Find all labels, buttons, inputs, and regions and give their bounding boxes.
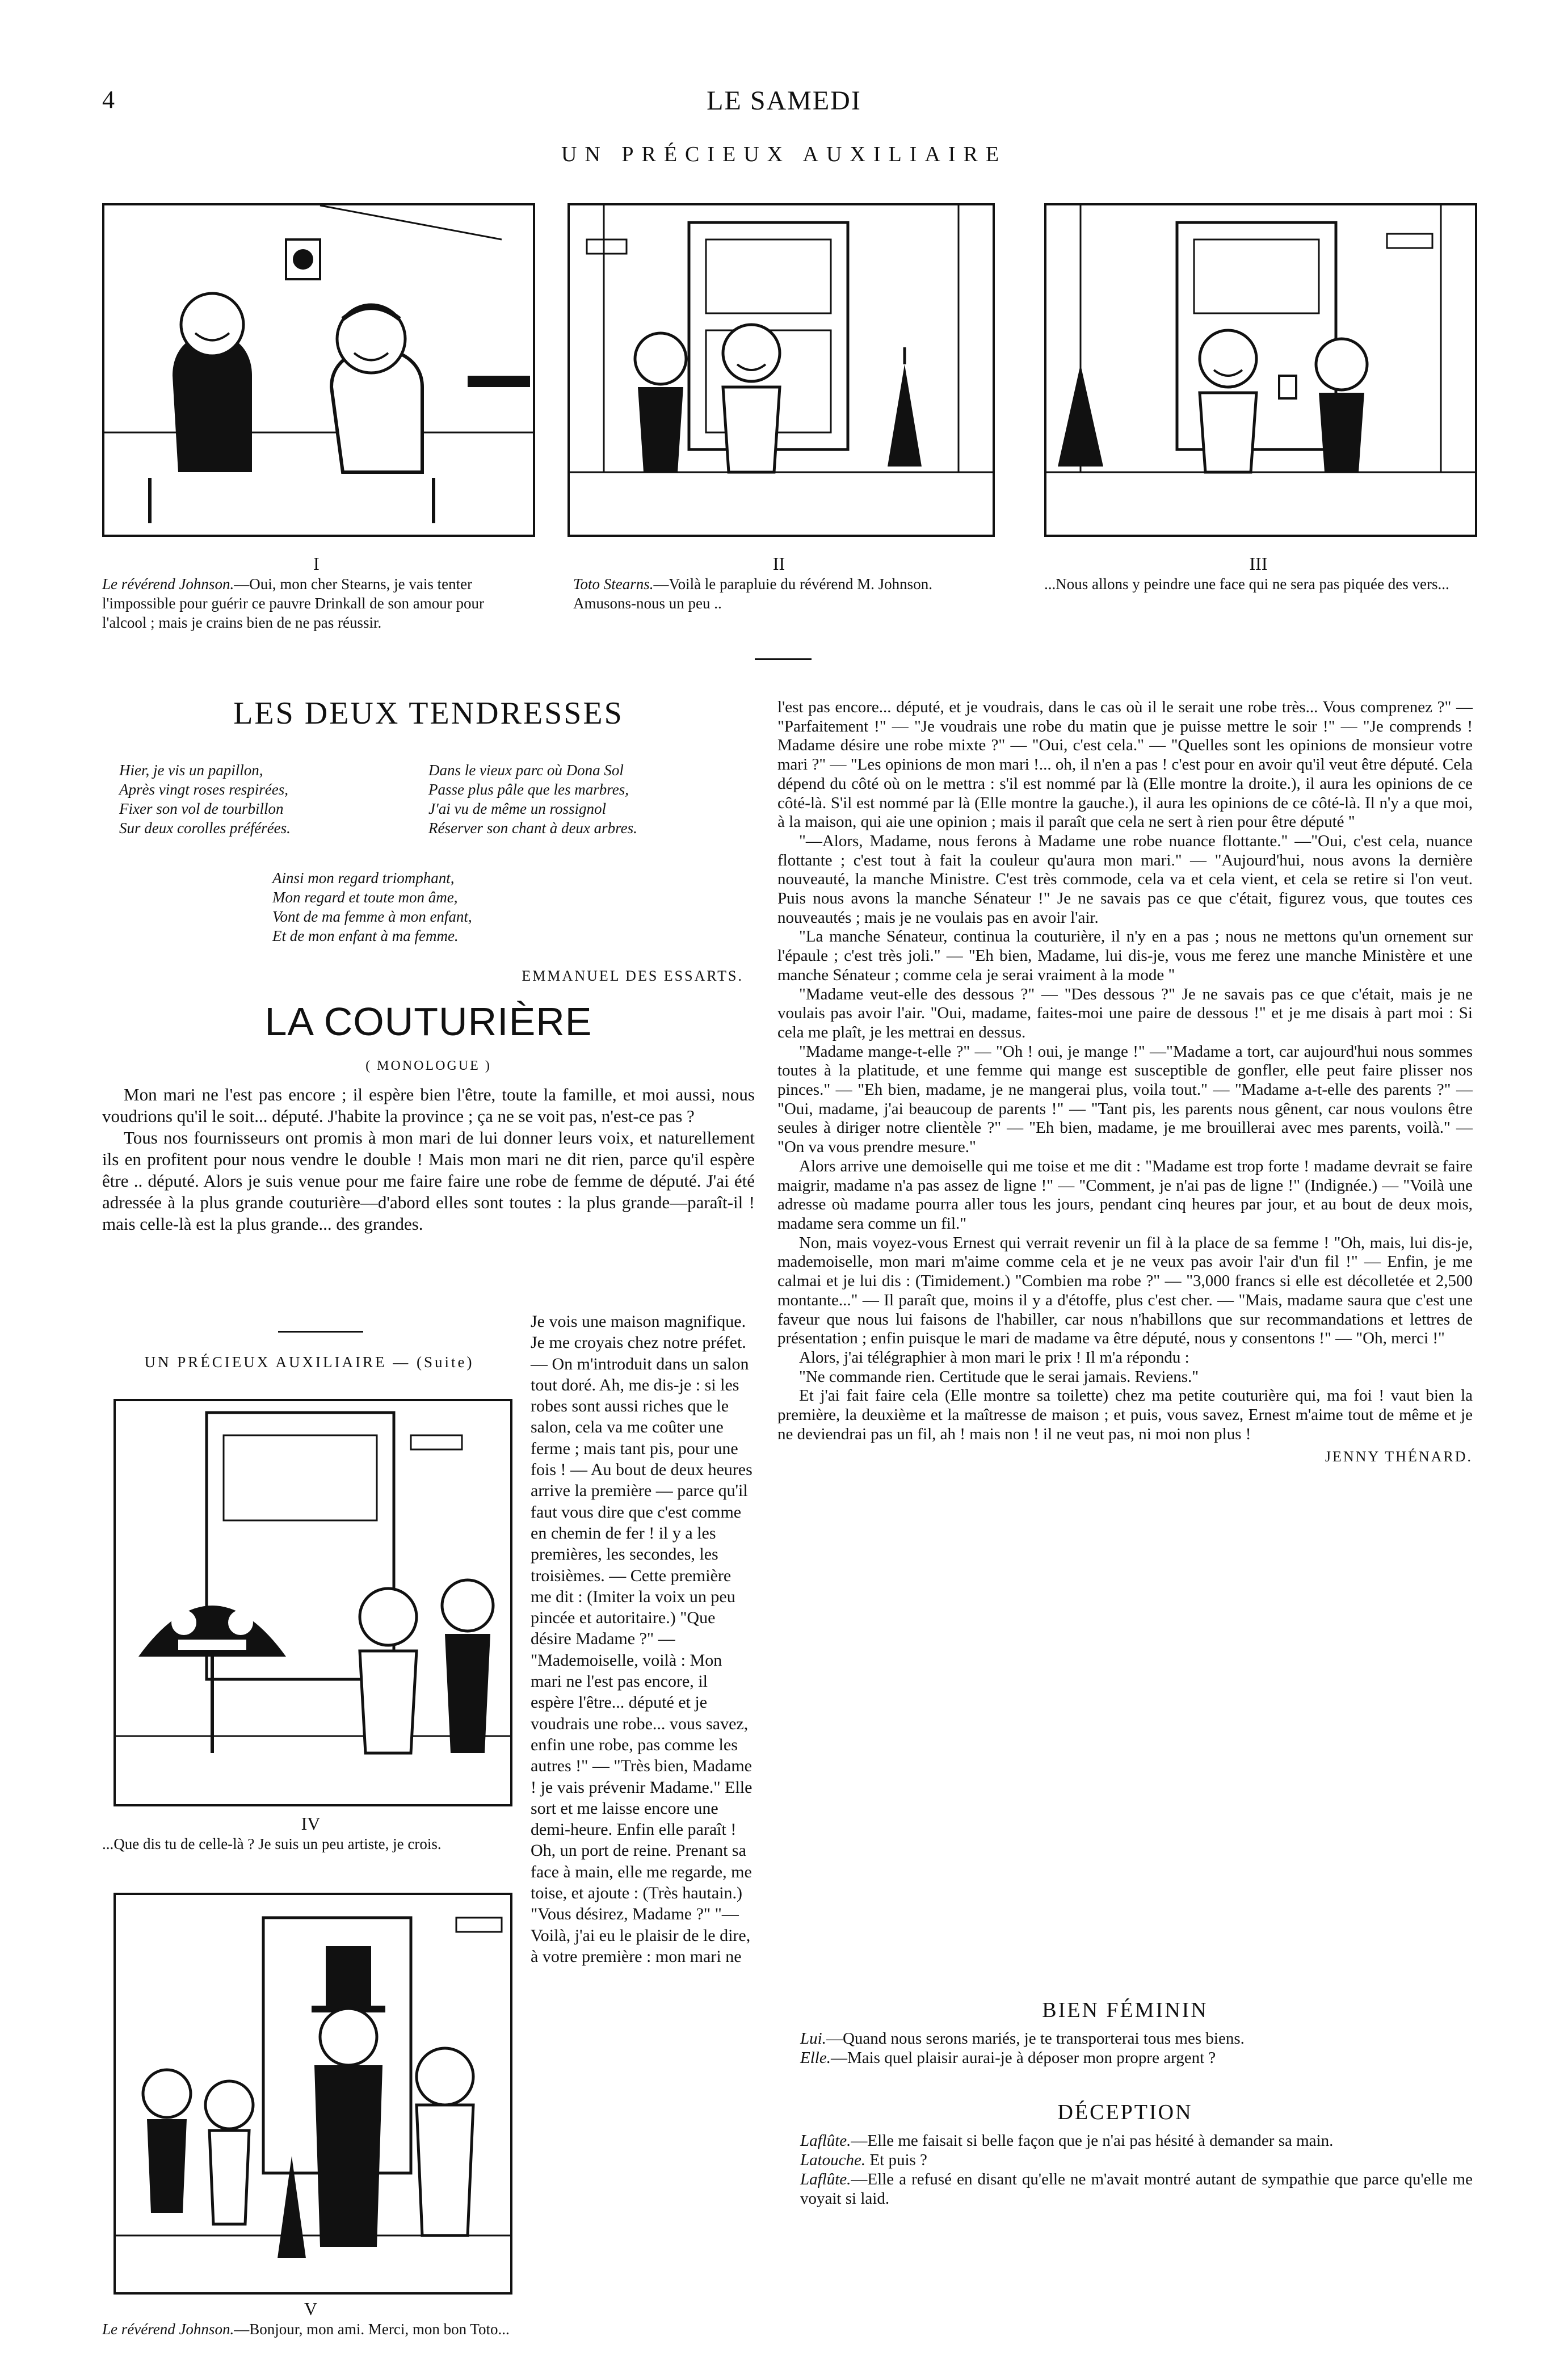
- dialogue-text: Et puis ?: [869, 2151, 927, 2169]
- illustration-boys-painting-umbrella: [1046, 205, 1475, 535]
- paragraph: "Madame mange-t-elle ?" — "Oh ! oui, je mange !" —"Madame a tort, car aujourd'hui nous sommes toutes à la platitude, et une femme qui mange est susceptible de gonfler, elle peut faire plisser nos pinces." — "Eh bien, madame, je ne mangerai plus, voila tout." — "Madame a-t-elle des parents ?" — "Oui, madame, j'ai beaucoup de parents !" — "Tant pis, les parents nous gênent, car nous voulons être seules à diriger notre clientèle ?" — "Eh bien, madame, je me brouillerai avec mes parents, voilà." — "On va vous prendre mesure.": [777, 1042, 1473, 1157]
- panel-4-text: ...Que dis tu de celle-là ? Je suis un peu artiste, je crois.: [102, 1835, 442, 1852]
- comic-strip-title: UN PRÉCIEUX AUXILIAIRE: [561, 142, 1007, 166]
- speaker-name: Latouche.: [800, 2151, 866, 2169]
- poem-line: Dans le vieux parc où Dona Sol: [428, 762, 624, 779]
- comic-panel-4: [113, 1399, 512, 1806]
- poem-line: Vont de ma femme à mon enfant,: [272, 908, 472, 925]
- paragraph: Mon mari ne l'est pas encore ; il espère bien l'être, toute la famille, et moi aussi, nous voudrions qu'il le soit... député. J'habite la province ; ça ne se voit pas, n'est-ce pas ?: [102, 1085, 755, 1126]
- paragraph: "—Alors, Madame, nous ferons à Madame une robe nuance flottante." —"Oui, c'est cela, nuance flottante ; c'est tout à fait la couleur qu'aura mon mari." — "Aujourd'hui, nous avons la dernière nouveauté, la manche Ministre. C'est très commode, cela va et cela vient, et cela se retire si l'on veut. Puis nous avons la manche Sénateur !" Je ne savais pas ce que c'était, figurez vous, que toutes ces nouveautés ; mais je ne voulais pas en avoir l'air.: [777, 831, 1473, 927]
- poem-line: Hier, je vis un papillon,: [119, 762, 263, 779]
- poem-stanza-3: [272, 868, 670, 946]
- panel-2-text: —Voilà le parapluie du révérend M. Johnson. Amusons-nous un peu ..: [573, 575, 932, 612]
- comic-panel-2: [567, 203, 995, 537]
- panel-2-speaker: Toto Stearns.: [573, 575, 654, 592]
- dialogue-line: [777, 2150, 1473, 2170]
- panel-3-text: ...Nous allons y peindre une face qui ne sera pas piquée des vers...: [1044, 575, 1449, 592]
- paragraph: Alors arrive une demoiselle qui me toise et me dit : "Madame est trop forte ! madame devrait se faire maigrir, madame n'a pas assez de ligne !" — "Comment, je n'ai pas de ligne !" (Indignée.) — "Voilà une adresse où madame pourra aller tous les jours, pendant cinq heures par jour, et au bout de deux mois, madame sera comme un fil.": [777, 1157, 1473, 1233]
- panel-2-caption: [573, 574, 990, 613]
- speaker-name: Lui.: [800, 2029, 826, 2048]
- poem-line: Fixer son vol de tourbillon: [119, 800, 284, 817]
- article-title: LA COUTURIÈRE: [264, 999, 592, 1044]
- speaker-name: Elle.: [800, 2049, 831, 2067]
- article-right-column: [777, 698, 1473, 1466]
- comic-panel-3: [1044, 203, 1477, 537]
- poem-line: J'ai vu de même un rossignol: [428, 800, 606, 817]
- paragraph: "La manche Sénateur, continua la couturière, il n'y en a pas ; nous ne mettons qu'un ornement sur l'épaule ; c'est très joli." — "Eh bien, Madame, lui dis-je, vous me ferez une manche Ministère et une manche Sénateur ; comme cela je serai vraiment à la mode ": [777, 927, 1473, 984]
- paragraph: Alors, j'ai télégraphier à mon mari le prix ! Il m'a répondu :: [799, 1348, 1189, 1367]
- newspaper-title: LE SAMEDI: [707, 86, 861, 116]
- dialogue-text: —Elle me faisait si belle façon que je n'ai pas hésité à demander sa main.: [851, 2132, 1334, 2150]
- paragraph: "Ne commande rien. Certitude que le serai jamais. Reviens.": [799, 1367, 1199, 1386]
- comic-panel-5: [113, 1893, 512, 2295]
- panel-5-number: V: [304, 2298, 318, 2319]
- illustration-boys-with-umbrella: [570, 205, 993, 535]
- article-narrow-column: [531, 1311, 755, 1967]
- speaker-name: Laflûte.: [800, 2170, 851, 2188]
- panel-1-speaker: Le révérend Johnson.: [102, 575, 234, 592]
- paragraph: Tous nos fournisseurs ont promis à mon mari de lui donner leurs voix, et naturellement ils en profitent pour nous vendre le double ! Mais mon mari ne dit rien, parce qu'il espère être .. député. Alors je suis venue pour me faire faire une robe de femme de député. J'ai été adressée à la plus grande couturière—d'abord elles sont toutes : la plus grande—paraît-il ! mais celle-là est la plus grande... des grandes.: [102, 1128, 755, 1234]
- poem-line: Passe plus pâle que les marbres,: [428, 781, 629, 798]
- paragraph: l'est pas encore... député, et je voudrais, dans le cas où il le serait une robe très... Vous comprenez ?" — "Parfaitement !" — "Je voudrais une robe du matin que je puisse mettre le soir !" — "Je comprends ! Madame désire une robe mixte ?" — "Oui, c'est cela." — "Quelles sont les opinions de monsieur votre mari ?" — "Les opinions de mon mari !... oh, il n'en a pas ! c'est pour en avoir qu'il veut être député. Cela dépend du côté où on le mettra : s'il est nommé par là (Elle montre la droite.), il aura les opinions de ce côté-là. S'il est nommé par là (Elle montre la gauche.), il aura les opinions de ce côté-là. Il n'y a que moi, à la maison, qui aie une opinion ; mais il paraît que cela ne sert à rien pour être député ": [777, 698, 1473, 831]
- poem-line: Réserver son chant à deux arbres.: [428, 820, 637, 837]
- dialogue-text: —Quand nous serons mariés, je te transporterai tous mes biens.: [826, 2029, 1245, 2048]
- section-title-deception: DÉCEPTION: [1057, 2100, 1193, 2124]
- dialogue-text: —Elle a refusé en disant qu'elle ne m'avait montré autant de sympathie que parce qu'elle me voyait si laid.: [800, 2170, 1473, 2208]
- illustration-painted-umbrella-face: [116, 1401, 510, 1804]
- panel-1-number: I: [313, 553, 320, 574]
- article-intro: [102, 1084, 755, 1235]
- panel-3-number: III: [1249, 553, 1268, 574]
- dialogue-line: [777, 2170, 1473, 2208]
- panel-5-caption: [102, 2319, 511, 2339]
- dialogue-line: [777, 2029, 1473, 2048]
- paragraph: Non, mais voyez-vous Ernest qui verrait revenir un fil à la place de sa femme ! "Oh, mais, lui dis-je, mademoiselle, mon mari m'aime comme cela et je ne veux pas avoir l'air d'un fil !" — Enfin, je me calmai et je lui dis : (Timidement.) "Combien ma robe ?" — "3,000 francs si elle est décolletée et 2,500 montante..." — Il paraît que, moins il y a d'étoffe, plus c'est cher. — "Mais, madame saura que c'est une faveur que nous lui faisons de l'habiller, car nous n'habillons que sur recommandations et lettres de présentation ; enfin puisque le mari de madame va être député, nous y consentons !" — "Oh, merci !": [777, 1233, 1473, 1348]
- article-signature: JENNY THÉNARD.: [1325, 1448, 1473, 1465]
- panel-1-caption: [102, 574, 531, 632]
- poem-signature: EMMANUEL DES ESSARTS.: [522, 968, 743, 984]
- poem-line: Sur deux corolles préférées.: [119, 820, 291, 837]
- divider-rule: [755, 658, 812, 660]
- panel-4-caption: [102, 1834, 511, 1854]
- article-subtitle: ( MONOLOGUE ): [365, 1058, 491, 1073]
- comic-suite-title: UN PRÉCIEUX AUXILIAIRE — (Suite): [144, 1354, 474, 1371]
- panel-5-text: —Bonjour, mon ami. Merci, mon bon Toto...: [234, 2321, 510, 2338]
- poem-line: Mon regard et toute mon âme,: [272, 889, 458, 906]
- dialogue-line: [777, 2048, 1473, 2068]
- panel-5-speaker: Le révérend Johnson.: [102, 2321, 234, 2338]
- panel-2-number: II: [772, 553, 785, 574]
- dialogue-deception: [777, 2131, 1473, 2208]
- poem-line: Après vingt roses respirées,: [119, 781, 288, 798]
- dialogue-text: —Mais quel plaisir aurai-je à déposer mon propre argent ?: [830, 2049, 1216, 2067]
- dialogue-line: [777, 2131, 1473, 2150]
- page-number: 4: [102, 86, 115, 114]
- comic-panel-1: [102, 203, 535, 537]
- speaker-name: Laflûte.: [800, 2132, 851, 2150]
- divider-rule: [278, 1331, 363, 1333]
- illustration-reverend-with-umbrella: [116, 1895, 510, 2292]
- paragraph: "Madame veut-elle des dessous ?" — "Des dessous ?" Je ne savais pas ce que c'était, mais je ne voulais pas avoir l'air. "Oui, madame, faites-moi une paire de dessous !" et je me disais à part moi : Si cela me plaît, je les mettrai en dessus.: [777, 985, 1473, 1041]
- poem-stanza-2: [428, 760, 746, 838]
- paragraph: Je vois une maison magnifique. Je me croyais chez notre préfet. — On m'introduit dans un salon tout doré. Ah, me dis-je : si les robes sont aussi riches que le salon, cela va me coûter une ferme ; mais tant pis, pour une fois ! — Au bout de deux heures arrive la première — parce qu'il faut vous dire que c'est comme en chemin de fer ! il y a les premières, les secondes, les troisièmes. — Cette première me dit : (Imiter la voix un peu pincée et autoritaire.) "Que désire Madame ?" — "Mademoiselle, voilà : Mon mari ne l'est pas encore, il espère l'être... député et je voudrais une robe... vous savez, enfin une robe, pas comme les autres !" — "Très bien, Madame ! je vais prévenir Madame." Elle sort et me laisse encore une demi-heure. Enfin elle paraît ! Oh, un port de reine. Prenant sa face à main, elle me regarde, me toise, et ajoute : (Très hautain.) "Vous désirez, Madame ?" "—Voilà, j'ai eu le plaisir de le dire, à votre première : mon mari ne: [531, 1312, 753, 1966]
- section-title-bien-feminin: BIEN FÉMININ: [1042, 1998, 1208, 2022]
- poem-title: LES DEUX TENDRESSES: [233, 696, 624, 731]
- poem-stanza-1: [119, 760, 403, 838]
- poem-line: Ainsi mon regard triomphant,: [272, 869, 455, 886]
- panel-4-number: IV: [301, 1813, 321, 1834]
- illustration-parlor-conversation: [104, 205, 533, 535]
- dialogue-bien-feminin: [777, 2029, 1473, 2068]
- poem-line: Et de mon enfant à ma femme.: [272, 927, 459, 944]
- panel-3-caption: [1044, 574, 1473, 594]
- panel-1-text: —Oui, mon cher Stearns, je vais tenter l'impossible pour guérir ce pauvre Drinkall de son amour pour l'alcool ; mais je crains bien de ne pas réussir.: [102, 575, 484, 631]
- paragraph: Et j'ai fait faire cela (Elle montre sa toilette) chez ma petite couturière qui, ma foi ! vaut bien la première, la deuxième et la maîtresse de maison ; et puis, vous savez, Ernest m'aime tout de même et je ne deviendrai pas un fil, ah ! mais non ! il ne veut pas, ni moi non plus !: [777, 1386, 1473, 1443]
